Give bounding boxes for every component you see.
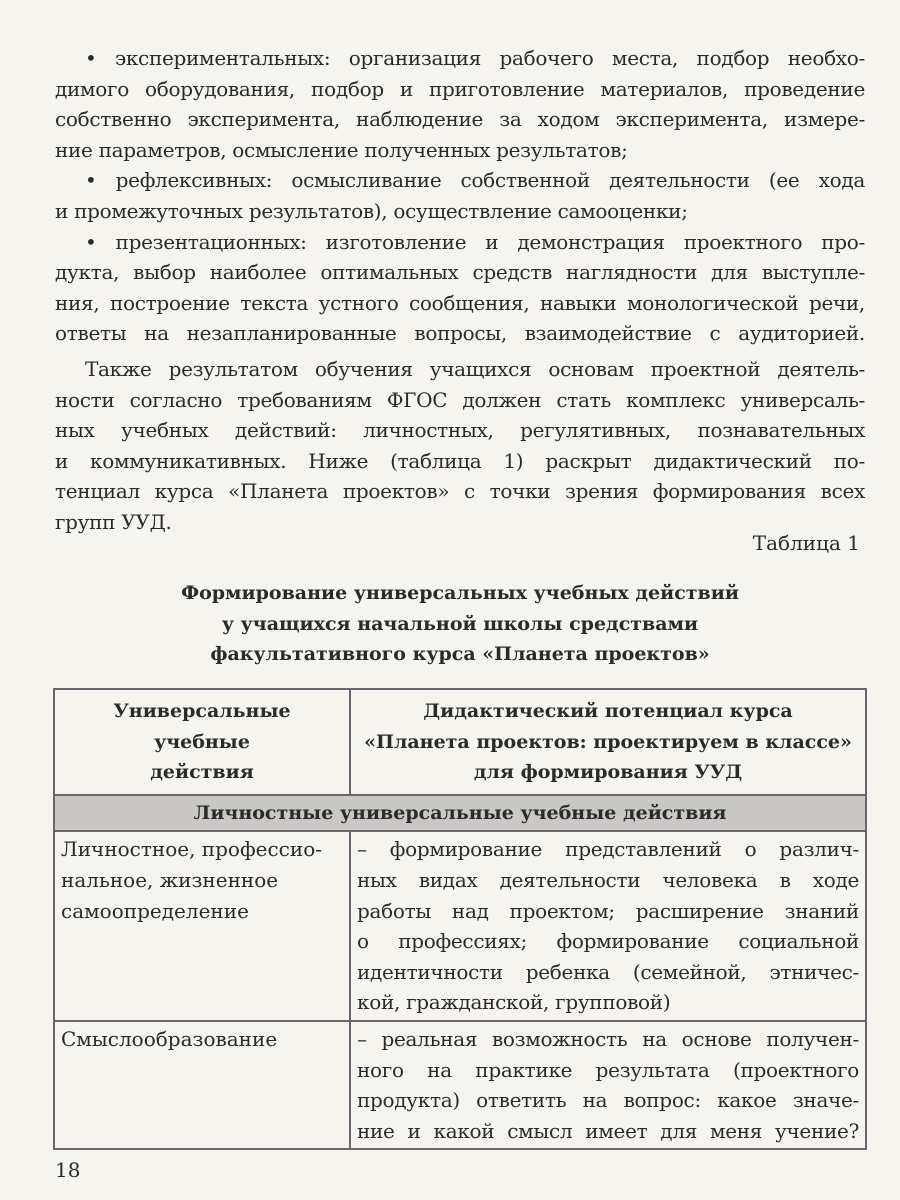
text-line: и коммуникативных. Ниже (таблица 1) раскрыт дидактический по- xyxy=(55,448,865,473)
cell-potential xyxy=(350,831,866,1021)
cell-line: – формирование представлений о различ- xyxy=(357,837,859,862)
cell-line: – реальная возможность на основе получен- xyxy=(357,1026,859,1051)
text-line: ние параметров, осмысление полученных результатов; xyxy=(55,137,628,162)
header-line: Универсальные xyxy=(113,700,291,722)
cell-line: о профессиях; формирование социальной xyxy=(357,929,859,954)
text-line: собственно эксперимента, наблюдение за ходом эксперимента, измере- xyxy=(55,107,865,132)
cell-line: кой, гражданской, групповой) xyxy=(357,990,671,1015)
cell-action xyxy=(54,831,350,1021)
bullet-presentation xyxy=(55,227,865,349)
header-line: учебные xyxy=(154,730,250,753)
cell-line: Личностное, профессио- xyxy=(61,837,322,862)
table-title xyxy=(0,578,900,670)
title-line: Формирование универсальных учебных действий xyxy=(181,582,739,604)
cell-line: нальное, жизненное xyxy=(61,867,279,892)
table-caption: Таблица 1 xyxy=(752,531,860,555)
cell-line: ного на практике результата (проектного xyxy=(357,1057,859,1082)
table-row xyxy=(54,831,866,1021)
section-heading: Личностные универсальные учебные действия xyxy=(54,795,866,832)
page-number: 18 xyxy=(55,1158,81,1182)
cell-potential xyxy=(350,1021,866,1149)
cell-line: самоопределение xyxy=(61,898,249,923)
bullet-reflexive xyxy=(55,165,865,226)
text-line: ния, построение текста устного сообщения, навыки монологической речи, xyxy=(55,290,865,315)
cell-line: ние и какой смысл имеет для меня учение? xyxy=(357,1118,859,1143)
title-line: факультативного курса «Планета проектов» xyxy=(210,643,710,665)
text-line: и промежуточных результатов), осуществление самооценки; xyxy=(55,198,688,223)
cell-line: продукта) ответить на вопрос: какое значе- xyxy=(357,1088,859,1113)
header-line: для формирования УУД xyxy=(473,761,743,784)
cell-line: Смыслообразование xyxy=(61,1026,278,1051)
body-paragraph xyxy=(55,354,865,538)
text-line: ответы на незапланированные вопросы, взаимодействие с аудиторией. xyxy=(55,321,865,346)
cell-line: идентичности ребенка (семейной, этничес- xyxy=(357,959,859,984)
uud-table xyxy=(53,688,867,1150)
header-actions xyxy=(54,689,350,795)
text-line: • рефлексивных: осмысливание собственной деятельности (ее хода xyxy=(85,168,865,193)
text-line: ности согласно требованиям ФГОС должен стать комплекс универсаль- xyxy=(55,387,865,412)
title-line: у учащихся начальной школы средствами xyxy=(221,612,699,635)
header-line: Дидактический потенциал курса xyxy=(423,700,793,722)
text-line: • презентационных: изготовление и демонстрация проектного про- xyxy=(85,229,865,254)
table-header-row xyxy=(54,689,866,795)
text-line: групп УУД. xyxy=(55,509,172,534)
text-line: тенциал курса «Планета проектов» с точки зрения формирования всех xyxy=(55,479,865,504)
bullet-list xyxy=(55,43,865,349)
cell-action xyxy=(54,1021,350,1149)
header-potential xyxy=(350,689,866,795)
table-row xyxy=(54,1021,866,1149)
text-line: Также результатом обучения учащихся основам проектной деятель- xyxy=(85,357,865,381)
table-section-row xyxy=(54,795,866,832)
text-line: ных учебных действий: личностных, регулятивных, познавательных xyxy=(55,418,865,443)
header-line: действия xyxy=(150,761,254,784)
header-line: «Планета проектов: проектируем в классе» xyxy=(364,730,852,753)
cell-line: работы над проектом; расширение знаний xyxy=(357,898,859,923)
cell-line: ных видах деятельности человека в ходе xyxy=(357,867,859,892)
bullet-experimental xyxy=(55,43,865,165)
text-line: • экспериментальных: организация рабочего места, подбор необхо- xyxy=(85,46,865,70)
text-line: димого оборудования, подбор и приготовление материалов, проведение xyxy=(55,76,865,101)
text-line: дукта, выбор наиболее оптимальных средств наглядности для выступле- xyxy=(55,260,865,285)
